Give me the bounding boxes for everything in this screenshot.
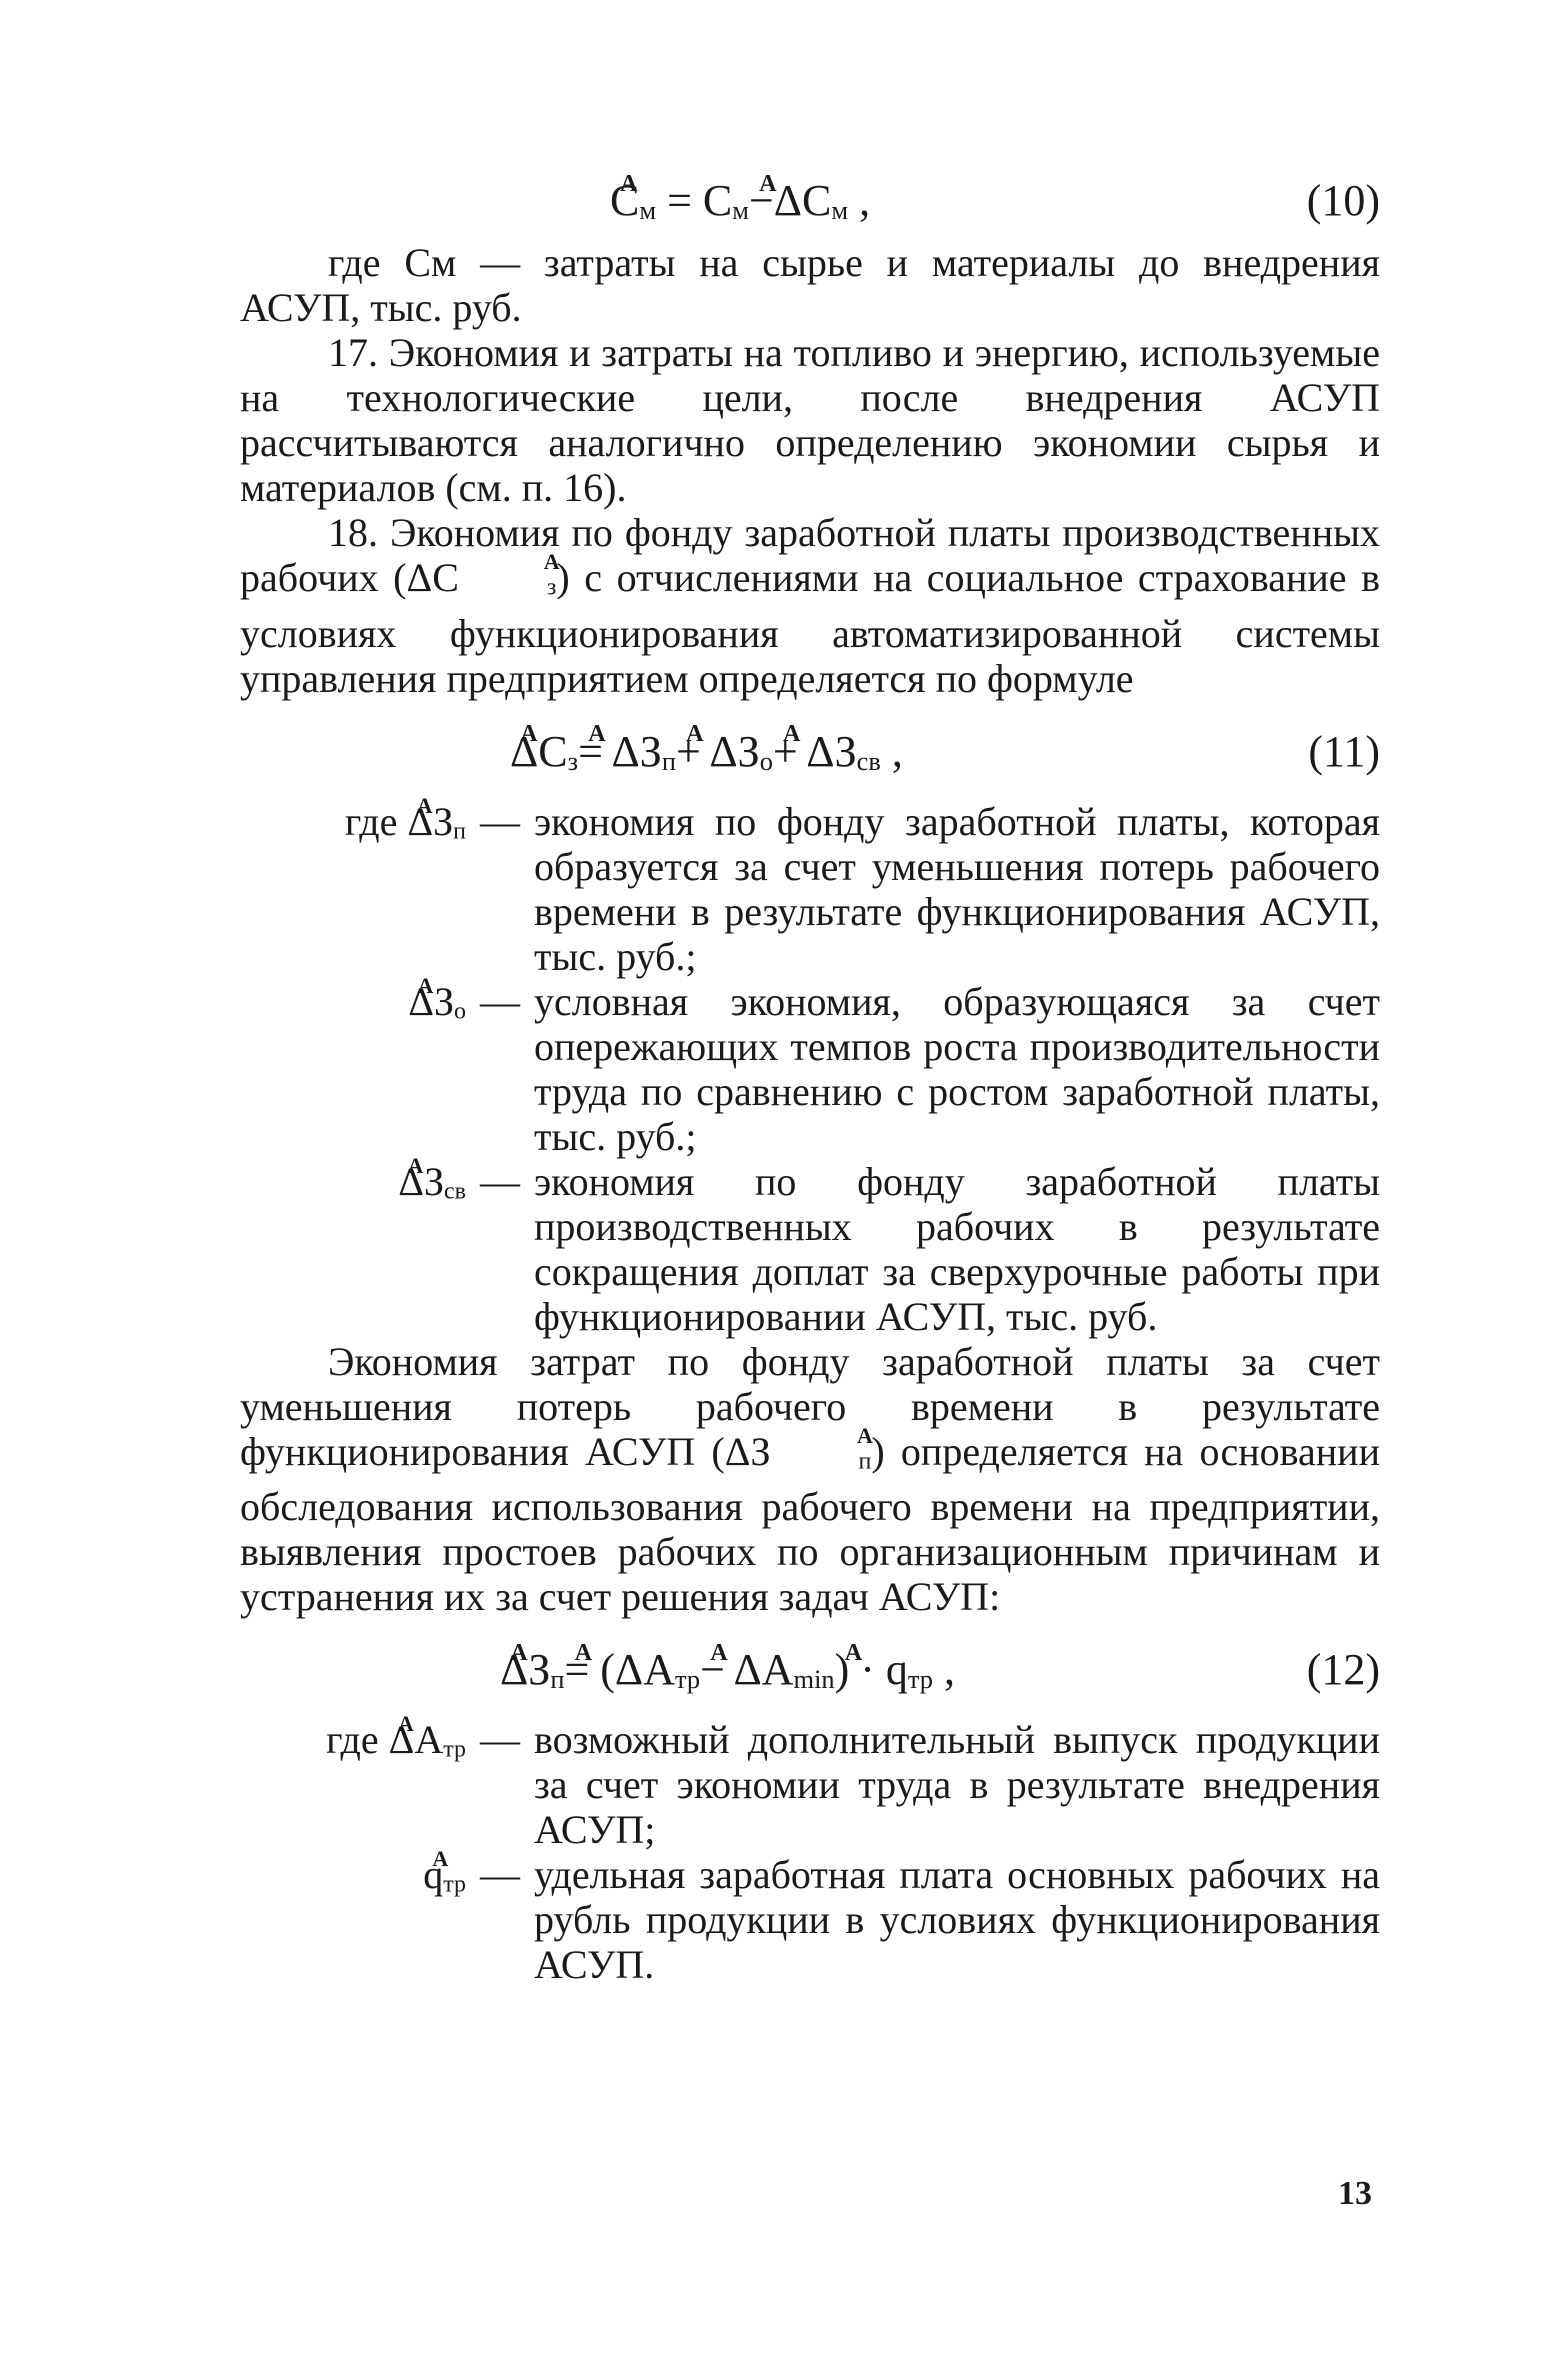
equation-12-number: (12) (1306, 1645, 1380, 1695)
paragraph-savings-time-loss: Экономия затрат по фонду заработной платы за счет уменьшения потерь рабочего времени в результате функционирования АСУП (ΔЗA $_п$) определяется на основании обследования использования рабочего времени на предприятии, выявления простоев рабочих по организационным причинам и устранения их за счет решения задач АСУП: (240, 1339, 1380, 1620)
paragraph-cm-definition: где См — затраты на сырье и материалы до внедрения АСУП, тыс. руб. (240, 240, 1380, 330)
definition-item: A $\Delta З_{св}$ — экономия по фонду заработной платы производственных рабочих в результате сокращения доплат за сверхурочные работы при функционировании АСУП, тыс. руб. (240, 1159, 1380, 1339)
equation-12 (240, 1619, 1380, 1709)
paragraph-17: 17. Экономия и затраты на топливо и энергию, используемые на технологические цели, после внедрения АСУП рассчитываются аналогично определению экономии сырья и материалов (см. п. 16). (240, 330, 1380, 510)
equation-10 (240, 150, 1380, 240)
equation-11-formula: A $\Delta С_зA = \Delta З_пA + \Delta З_оA + \Delta З_{св}$ , (510, 729, 903, 784)
paragraph-18: 18. Экономия по фонду заработной платы производственных рабочих (ΔСA $_з$) с отчислениями на социальное страхование в условиях функционирования автоматизированной системы управления предприятием определяется по формуле (240, 510, 1380, 701)
equation-12-formula: A $\Delta З_пA = (\Delta А_{тр}A - \Delta А_{min}A$ ) · $q_{тр}$ , (500, 1647, 955, 1702)
definitions-eq12 (240, 1717, 1380, 1987)
definition-item: где A $\Delta З_п$ — экономия по фонду заработной платы, которая образуется за счет уменьшения потерь рабочего времени в результате функционирования АСУП, тыс. руб.; (240, 799, 1380, 979)
definitions-eq11 (240, 799, 1380, 1339)
definition-item: где A $\Delta А_{тр}$ — возможный дополнительный выпуск продукции за счет экономии труда в результате внедрения АСУП; (240, 1717, 1380, 1852)
page-number: 13 (1338, 2175, 1372, 2212)
equation-10-formula: A $С_м = С_мA -\Delta С_м$ , (610, 178, 870, 233)
definition-item: A $q_{тр}$ — удельная заработная плата основных рабочих на рубль продукции в условиях функционирования АСУП. (240, 1852, 1380, 1987)
equation-11 (240, 701, 1380, 791)
main-text (240, 150, 1380, 1987)
definition-item: A $\Delta З_о$ — условная экономия, образующаяся за счет опережающих темпов роста производительности труда по сравнению с ростом заработной платы, тыс. руб.; (240, 979, 1380, 1159)
equation-10-number: (10) (1306, 176, 1380, 225)
equation-11-number: (11) (1308, 726, 1380, 776)
